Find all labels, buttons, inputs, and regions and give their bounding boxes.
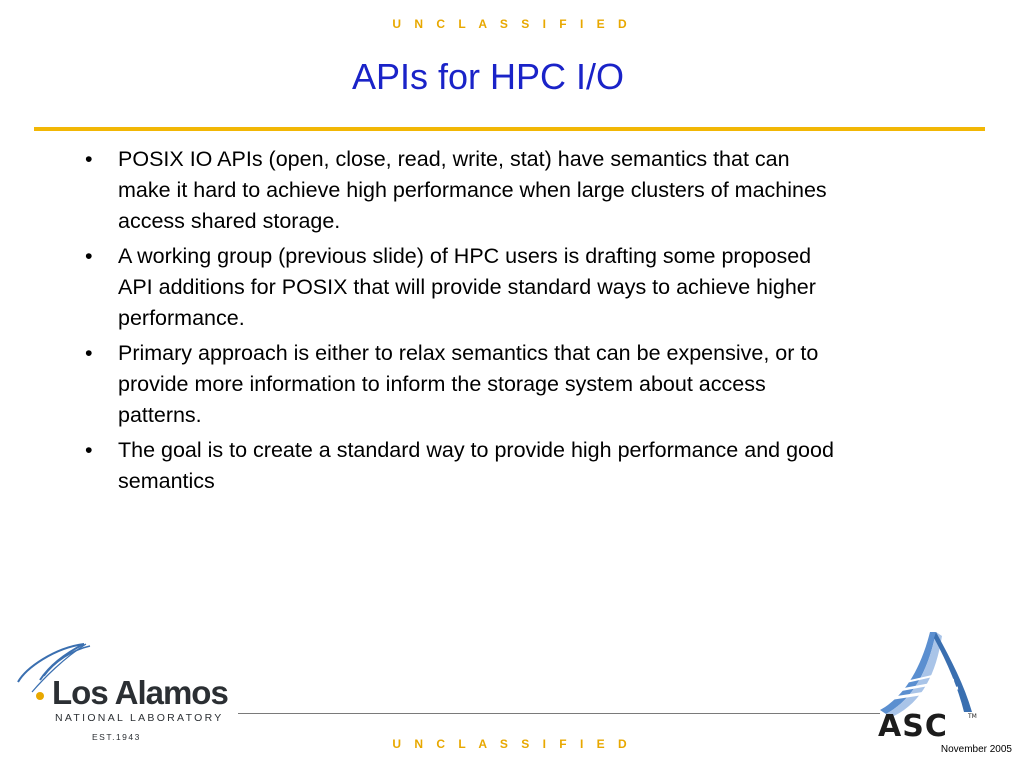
bullet-list bbox=[72, 144, 842, 501]
bullet-item bbox=[72, 241, 842, 334]
bullet-text: A working group (previous slide) of HPC users is drafting some proposed API additions for POSIX that will provide standard ways to achieve higher performance. bbox=[118, 244, 816, 330]
lanl-established: EST.1943 bbox=[92, 732, 141, 742]
bullet-icon: • bbox=[85, 147, 93, 171]
bullet-item bbox=[72, 338, 842, 431]
bullet-icon: • bbox=[85, 438, 93, 462]
los-alamos-logo bbox=[14, 640, 244, 750]
bullet-icon: • bbox=[85, 244, 93, 268]
lanl-subtitle: NATIONAL LABORATORY bbox=[55, 712, 224, 724]
footer-divider bbox=[238, 713, 880, 714]
asc-wordmark: ASC bbox=[878, 709, 948, 740]
classification-banner-top: U N C L A S S I F I E D bbox=[392, 17, 632, 31]
bullet-item bbox=[72, 435, 842, 497]
slide-date: November 2005 bbox=[940, 744, 1012, 755]
slide-title: APIs for HPC I/O bbox=[351, 56, 625, 97]
bullet-text: Primary approach is either to relax semantics that can be expensive, or to provide more information to inform the storage system about access patterns. bbox=[118, 341, 819, 427]
title-divider bbox=[34, 127, 985, 131]
classification-banner-bottom: U N C L A S S I F I E D bbox=[392, 737, 632, 751]
bullet-text: POSIX IO APIs (open, close, read, write, stat) have semantics that can make it hard to achieve high performance when large clusters of machines access shared storage. bbox=[118, 147, 827, 233]
asc-trademark: TM bbox=[968, 713, 977, 720]
bullet-icon: • bbox=[85, 341, 93, 365]
bullet-item bbox=[72, 144, 842, 237]
asc-logo bbox=[872, 628, 982, 740]
bullet-text: The goal is to create a standard way to provide high performance and good semantics bbox=[118, 438, 834, 493]
lanl-wordmark: Los Alamos bbox=[52, 674, 228, 711]
